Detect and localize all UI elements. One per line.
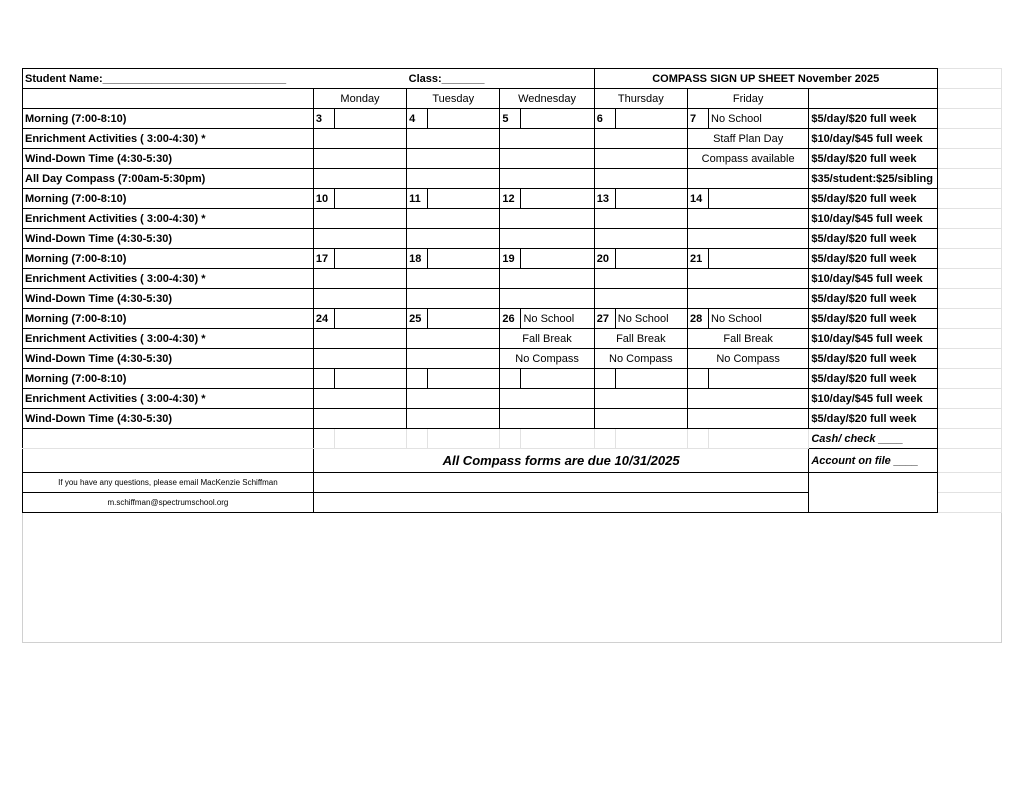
spare-cell — [937, 289, 1001, 309]
signup-table — [22, 68, 1002, 513]
footer-blank — [23, 429, 314, 449]
day-checkbox-cell[interactable] — [594, 229, 687, 249]
session-label: Morning (7:00-8:10) — [23, 189, 314, 209]
spare-cell — [937, 473, 1001, 493]
day-checkbox-cell[interactable] — [500, 409, 594, 429]
day-checkbox-cell[interactable] — [615, 249, 687, 269]
price-cell: $5/day/$20 full week — [809, 109, 937, 129]
day-checkbox-cell[interactable]: No Compass — [594, 349, 687, 369]
day-checkbox-cell[interactable] — [334, 109, 406, 129]
day-checkbox-cell[interactable] — [687, 409, 808, 429]
day-checkbox-cell[interactable] — [313, 409, 406, 429]
date-number: 11 — [407, 189, 428, 209]
price-cell: $10/day/$45 full week — [809, 329, 937, 349]
spare-cell — [937, 309, 1001, 329]
day-checkbox-cell[interactable] — [407, 149, 500, 169]
cash-check-field[interactable]: Cash/ check ____ — [809, 429, 937, 449]
schedule-row — [23, 389, 1002, 409]
day-checkbox-cell[interactable] — [500, 289, 594, 309]
schedule-row — [23, 349, 1002, 369]
header-spare-cell — [937, 69, 1001, 89]
footer-grid-cell — [428, 429, 500, 449]
day-checkbox-cell[interactable]: No School — [709, 109, 809, 129]
day-header-wednesday: Wednesday — [500, 89, 594, 109]
day-checkbox-cell[interactable] — [428, 249, 500, 269]
date-number: 24 — [313, 309, 334, 329]
day-checkbox-cell[interactable] — [500, 129, 594, 149]
footer-blank — [809, 473, 937, 513]
day-checkbox-cell[interactable] — [687, 389, 808, 409]
footer-blank — [23, 449, 314, 473]
session-label: Enrichment Activities ( 3:00-4:30) * — [23, 209, 314, 229]
date-number: 18 — [407, 249, 428, 269]
day-checkbox-cell[interactable] — [334, 369, 406, 389]
price-cell: $10/day/$45 full week — [809, 209, 937, 229]
day-checkbox-cell[interactable] — [500, 229, 594, 249]
day-checkbox-cell[interactable] — [334, 309, 406, 329]
date-number: 10 — [313, 189, 334, 209]
schedule-row — [23, 369, 1002, 389]
day-checkbox-cell[interactable] — [407, 389, 500, 409]
contact-email[interactable]: m.schiffman@spectrumschool.org — [23, 493, 314, 513]
day-checkbox-cell[interactable] — [594, 289, 687, 309]
day-checkbox-cell[interactable] — [594, 209, 687, 229]
footer-grid-cell — [687, 429, 708, 449]
day-checkbox-cell[interactable] — [500, 389, 594, 409]
day-checkbox-cell[interactable]: Staff Plan Day — [687, 129, 808, 149]
spare-cell — [937, 129, 1001, 149]
footer-blank — [313, 473, 808, 493]
spare-cell — [937, 109, 1001, 129]
day-checkbox-cell[interactable] — [521, 189, 594, 209]
footer-grid-cell — [334, 429, 406, 449]
header-row — [23, 69, 1002, 89]
footer-grid-cell — [615, 429, 687, 449]
price-cell: $5/day/$20 full week — [809, 349, 937, 369]
day-checkbox-cell[interactable] — [594, 149, 687, 169]
day-checkbox-cell[interactable] — [334, 249, 406, 269]
spare-cell — [937, 409, 1001, 429]
day-checkbox-cell[interactable] — [313, 169, 406, 189]
spare-cell — [937, 369, 1001, 389]
spare-cell — [937, 249, 1001, 269]
spare-cell — [937, 189, 1001, 209]
day-checkbox-cell[interactable] — [594, 129, 687, 149]
day-checkbox-cell[interactable] — [615, 369, 687, 389]
day-checkbox-cell[interactable] — [407, 349, 500, 369]
day-checkbox-cell[interactable] — [313, 209, 406, 229]
schedule-row — [23, 229, 1002, 249]
day-checkbox-cell[interactable] — [407, 329, 500, 349]
footer-blank — [313, 493, 808, 513]
day-checkbox-cell[interactable] — [594, 389, 687, 409]
spare-cell — [937, 389, 1001, 409]
session-label: Morning (7:00-8:10) — [23, 309, 314, 329]
date-number: 4 — [407, 109, 428, 129]
questions-note: If you have any questions, please email MacKenzie Schiffman — [23, 473, 314, 493]
day-checkbox-cell[interactable] — [594, 269, 687, 289]
day-checkbox-cell[interactable] — [500, 149, 594, 169]
date-number: 28 — [687, 309, 708, 329]
day-checkbox-cell[interactable] — [687, 169, 808, 189]
session-label: Enrichment Activities ( 3:00-4:30) * — [23, 129, 314, 149]
footer-grid-cell — [594, 429, 615, 449]
footer-grid-cell — [500, 429, 521, 449]
session-label: Wind-Down Time (4:30-5:30) — [23, 229, 314, 249]
date-number: 21 — [687, 249, 708, 269]
spare-cell — [937, 449, 1001, 473]
day-header-tuesday: Tuesday — [407, 89, 500, 109]
footer-grid-cell — [521, 429, 594, 449]
day-checkbox-cell[interactable] — [407, 229, 500, 249]
session-label: Morning (7:00-8:10) — [23, 249, 314, 269]
day-header-thursday: Thursday — [594, 89, 687, 109]
day-checkbox-cell[interactable] — [687, 289, 808, 309]
date-number: 26 — [500, 309, 521, 329]
footer-row — [23, 449, 1002, 473]
day-checkbox-cell[interactable] — [407, 169, 500, 189]
day-checkbox-cell[interactable] — [407, 409, 500, 429]
spare-cell — [937, 169, 1001, 189]
price-cell: $5/day/$20 full week — [809, 149, 937, 169]
price-cell: $5/day/$20 full week — [809, 369, 937, 389]
date-number: 3 — [313, 109, 334, 129]
date-number: 5 — [500, 109, 521, 129]
schedule-row — [23, 289, 1002, 309]
day-checkbox-cell[interactable]: No School — [709, 309, 809, 329]
day-checkbox-cell[interactable] — [615, 189, 687, 209]
day-checkbox-cell[interactable]: No Compass — [687, 349, 808, 369]
session-label: Wind-Down Time (4:30-5:30) — [23, 289, 314, 309]
student-name-field[interactable]: Student Name:______________________________ — [23, 69, 407, 89]
spare-cell — [937, 209, 1001, 229]
date-number: 7 — [687, 109, 708, 129]
price-cell: $5/day/$20 full week — [809, 249, 937, 269]
date-number: 6 — [594, 109, 615, 129]
day-checkbox-cell[interactable]: No School — [615, 309, 687, 329]
price-cell: $35/student:$25/sibling — [809, 169, 937, 189]
date-number: 25 — [407, 309, 428, 329]
day-checkbox-cell[interactable] — [709, 249, 809, 269]
price-cell: $10/day/$45 full week — [809, 129, 937, 149]
price-cell: $10/day/$45 full week — [809, 389, 937, 409]
account-on-file-field[interactable]: Account on file ____ — [809, 449, 937, 473]
schedule-row — [23, 309, 1002, 329]
schedule-row — [23, 129, 1002, 149]
schedule-row — [23, 249, 1002, 269]
schedule-row — [23, 109, 1002, 129]
footer-grid-cell — [407, 429, 428, 449]
page-title: COMPASS SIGN UP SHEET November 2025 — [594, 69, 937, 89]
day-checkbox-cell[interactable] — [313, 229, 406, 249]
day-checkbox-cell[interactable] — [594, 169, 687, 189]
spare-cell — [937, 493, 1001, 513]
price-cell: $5/day/$20 full week — [809, 229, 937, 249]
spare-cell — [937, 349, 1001, 369]
day-checkbox-cell[interactable] — [428, 189, 500, 209]
label-header-cell — [23, 89, 314, 109]
day-checkbox-cell[interactable] — [687, 269, 808, 289]
date-number: 14 — [687, 189, 708, 209]
day-checkbox-cell[interactable]: Fall Break — [500, 329, 594, 349]
price-cell: $5/day/$20 full week — [809, 409, 937, 429]
footer-grid-cell — [709, 429, 809, 449]
day-checkbox-cell[interactable]: Fall Break — [687, 329, 808, 349]
due-date-note: All Compass forms are due 10/31/2025 — [313, 449, 808, 473]
day-checkbox-cell[interactable] — [407, 289, 500, 309]
day-checkbox-cell[interactable] — [313, 329, 406, 349]
day-checkbox-cell[interactable] — [521, 369, 594, 389]
spare-cell — [937, 229, 1001, 249]
day-checkbox-cell[interactable] — [615, 109, 687, 129]
schedule-row — [23, 269, 1002, 289]
date-number — [313, 369, 334, 389]
schedule-row — [23, 169, 1002, 189]
day-checkbox-cell[interactable] — [500, 209, 594, 229]
session-label: Enrichment Activities ( 3:00-4:30) * — [23, 389, 314, 409]
session-label: Enrichment Activities ( 3:00-4:30) * — [23, 269, 314, 289]
day-checkbox-cell[interactable] — [313, 149, 406, 169]
day-checkbox-cell[interactable] — [428, 369, 500, 389]
schedule-row — [23, 209, 1002, 229]
day-checkbox-cell[interactable]: Fall Break — [594, 329, 687, 349]
price-cell: $5/day/$20 full week — [809, 309, 937, 329]
date-number: 13 — [594, 189, 615, 209]
price-cell: $5/day/$20 full week — [809, 189, 937, 209]
day-checkbox-cell[interactable] — [313, 349, 406, 369]
day-checkbox-cell[interactable] — [709, 189, 809, 209]
day-checkbox-cell[interactable] — [521, 109, 594, 129]
price-header-cell — [809, 89, 937, 109]
session-label: All Day Compass (7:00am-5:30pm) — [23, 169, 314, 189]
day-checkbox-cell[interactable]: No Compass — [500, 349, 594, 369]
day-checkbox-cell[interactable]: No School — [521, 309, 594, 329]
session-label: Morning (7:00-8:10) — [23, 109, 314, 129]
day-checkbox-cell[interactable] — [521, 249, 594, 269]
day-checkbox-cell[interactable] — [313, 389, 406, 409]
day-checkbox-cell[interactable] — [407, 269, 500, 289]
schedule-row — [23, 329, 1002, 349]
date-number: 27 — [594, 309, 615, 329]
day-header-row — [23, 89, 1002, 109]
spare-cell — [937, 329, 1001, 349]
day-checkbox-cell[interactable] — [709, 369, 809, 389]
session-label: Morning (7:00-8:10) — [23, 369, 314, 389]
day-checkbox-cell[interactable] — [313, 289, 406, 309]
day-checkbox-cell[interactable] — [313, 129, 406, 149]
spare-cell — [937, 149, 1001, 169]
date-number: 20 — [594, 249, 615, 269]
day-checkbox-cell[interactable] — [313, 269, 406, 289]
date-number: 19 — [500, 249, 521, 269]
day-checkbox-cell[interactable] — [407, 209, 500, 229]
day-checkbox-cell[interactable] — [594, 409, 687, 429]
session-label: Wind-Down Time (4:30-5:30) — [23, 409, 314, 429]
session-label: Wind-Down Time (4:30-5:30) — [23, 149, 314, 169]
date-number — [407, 369, 428, 389]
day-checkbox-cell[interactable] — [407, 129, 500, 149]
price-cell: $10/day/$45 full week — [809, 269, 937, 289]
session-label: Enrichment Activities ( 3:00-4:30) * — [23, 329, 314, 349]
day-checkbox-cell[interactable] — [687, 209, 808, 229]
day-checkbox-cell[interactable] — [687, 229, 808, 249]
class-field[interactable]: Class:_______ — [407, 69, 595, 89]
day-checkbox-cell[interactable] — [334, 189, 406, 209]
date-number: 12 — [500, 189, 521, 209]
date-number: 17 — [313, 249, 334, 269]
day-header-friday: Friday — [687, 89, 808, 109]
session-label: Wind-Down Time (4:30-5:30) — [23, 349, 314, 369]
day-checkbox-cell[interactable] — [428, 109, 500, 129]
spare-cell — [937, 429, 1001, 449]
footer-row — [23, 473, 1002, 493]
price-cell: $5/day/$20 full week — [809, 289, 937, 309]
date-number — [594, 369, 615, 389]
spare-cell — [937, 269, 1001, 289]
day-checkbox-cell[interactable]: Compass available — [687, 149, 808, 169]
day-checkbox-cell[interactable] — [500, 169, 594, 189]
footer-row — [23, 429, 1002, 449]
day-checkbox-cell[interactable] — [428, 309, 500, 329]
schedule-row — [23, 409, 1002, 429]
day-checkbox-cell[interactable] — [500, 269, 594, 289]
date-number — [500, 369, 521, 389]
schedule-row — [23, 189, 1002, 209]
day-header-monday: Monday — [313, 89, 406, 109]
footer-grid-cell — [313, 429, 334, 449]
schedule-row — [23, 149, 1002, 169]
date-number — [687, 369, 708, 389]
spare-header-cell — [937, 89, 1001, 109]
